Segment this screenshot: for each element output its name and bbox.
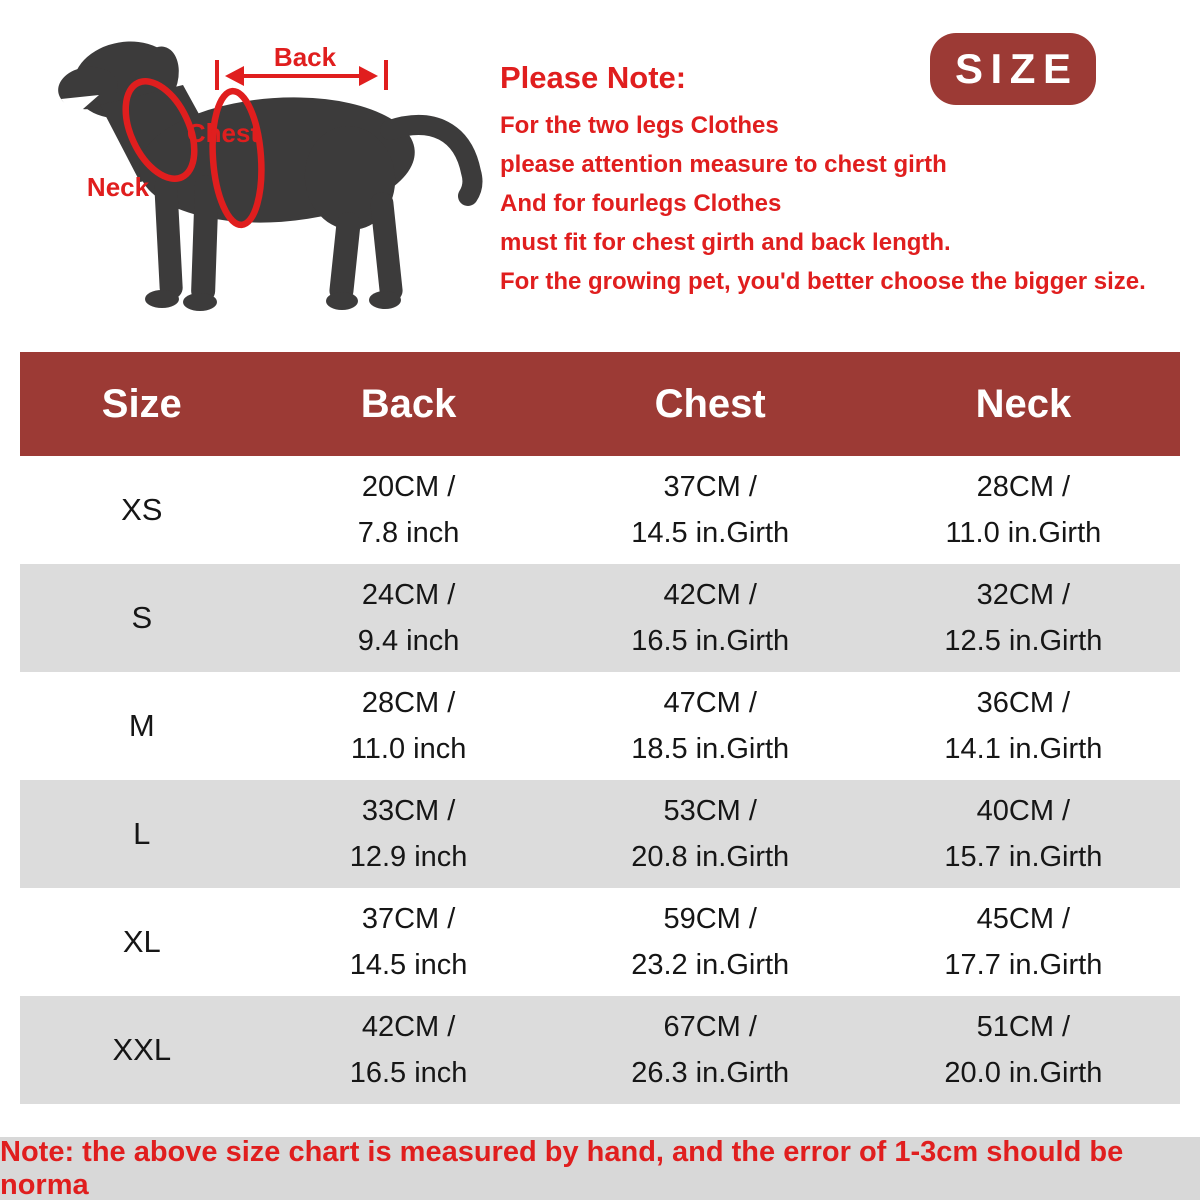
chest-cell: 53CM / 20.8 in.Girth — [631, 795, 790, 873]
dog-measurement-diagram — [5, 0, 495, 345]
size-badge: SIZE — [930, 33, 1096, 105]
table-row — [20, 888, 1180, 996]
table-row — [20, 996, 1180, 1104]
chest-label: Chest — [186, 118, 260, 148]
neck-cell: 51CM / 20.0 in.Girth — [944, 1011, 1103, 1089]
size-label: XL — [122, 924, 161, 959]
chest-cell: 42CM / 16.5 in.Girth — [631, 579, 790, 657]
please-note-title: Please Note: — [500, 60, 687, 95]
column-header-neck: Neck — [975, 381, 1072, 426]
back-cell: 28CM / 11.0 inch — [350, 687, 467, 765]
back-cell: 33CM / 12.9 inch — [349, 795, 468, 873]
size-label: S — [131, 600, 153, 635]
chest-cell: 67CM / 26.3 in.Girth — [631, 1011, 790, 1089]
footer-note-text: Note: the above size chart is measured by hand, and the error of 1-3cm should be norma — [0, 1135, 1124, 1200]
back-arrowhead-right — [359, 66, 378, 86]
chest-cell: 59CM / 23.2 in.Girth — [631, 903, 790, 981]
note-line: For the two legs Clothes — [500, 112, 779, 139]
note-line: please attention measure to chest girth — [500, 151, 947, 178]
chest-cell: 47CM / 18.5 in.Girth — [631, 687, 790, 765]
neck-cell: 32CM / 12.5 in.Girth — [944, 579, 1103, 657]
back-cell: 37CM / 14.5 inch — [349, 903, 468, 981]
neck-cell: 28CM / 11.0 in.Girth — [945, 471, 1102, 549]
note-line: must fit for chest girth and back length. — [500, 229, 951, 256]
size-table — [20, 352, 1180, 1104]
table-row — [20, 456, 1180, 564]
column-header-chest: Chest — [654, 381, 766, 426]
top-section — [0, 0, 1200, 352]
column-header-back: Back — [360, 381, 457, 426]
back-cell: 42CM / 16.5 inch — [349, 1011, 468, 1089]
neck-cell: 40CM / 15.7 in.Girth — [944, 795, 1103, 873]
size-label: XS — [121, 492, 163, 527]
footer-note-bar — [0, 1137, 1200, 1200]
neck-cell: 36CM / 14.1 in.Girth — [944, 687, 1103, 765]
back-label: Back — [273, 42, 337, 72]
note-line: And for fourlegs Clothes — [500, 190, 782, 217]
neck-cell: 45CM / 17.7 in.Girth — [944, 903, 1103, 981]
table-row — [20, 672, 1180, 780]
size-label: L — [133, 816, 151, 851]
chest-cell: 37CM / 14.5 in.Girth — [631, 471, 790, 549]
back-cell: 24CM / 9.4 inch — [357, 579, 460, 657]
back-cell: 20CM / 7.8 inch — [357, 471, 460, 549]
table-header-row — [20, 352, 1180, 456]
back-arrowhead-left — [225, 66, 244, 86]
table-row — [20, 780, 1180, 888]
note-line: For the growing pet, you'd better choose the bigger size. — [500, 268, 1146, 295]
table-row — [20, 564, 1180, 672]
size-label: M — [128, 708, 155, 743]
neck-label: Neck — [86, 172, 150, 202]
column-header-size: Size — [101, 381, 182, 426]
size-label: XXL — [112, 1032, 172, 1067]
